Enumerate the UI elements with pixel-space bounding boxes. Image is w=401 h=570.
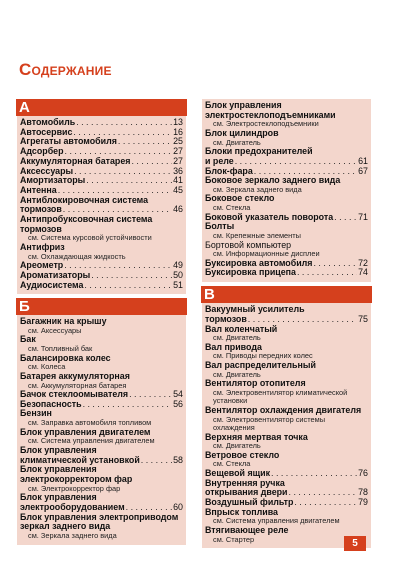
section-letter: Б (16, 298, 187, 315)
entry-title: Балансировка колес (20, 352, 111, 363)
entry-page: 36 (173, 165, 183, 176)
entry-title: Бачок стеклоомывателя (20, 389, 129, 400)
entry-page: 75 (358, 313, 368, 324)
dot-leader (235, 157, 357, 167)
entry-title: электрокорректором фар (20, 473, 133, 484)
toc-entry[interactable] (20, 215, 183, 243)
entry-page: 16 (173, 126, 183, 137)
page-number: 5 (344, 536, 366, 551)
entry-title: Блок управления (20, 444, 97, 455)
toc-entry[interactable] (205, 101, 368, 129)
entry-see-reference: см. Электровентилятор климатической установки (213, 387, 348, 406)
entry-title: Вал коленчатый (205, 323, 278, 334)
entry-title: Верхняя мертвая точка (205, 431, 308, 442)
entry-title: Болты (205, 221, 235, 232)
entry-title: Ароматизаторы (20, 269, 91, 280)
entry-title: Впрыск топлива (205, 506, 278, 517)
toc-entry[interactable] (205, 379, 368, 406)
entry-page: 54 (173, 389, 183, 400)
dot-leader (83, 400, 173, 410)
entry-see-reference: см. Стекла (213, 203, 251, 213)
dot-leader (129, 390, 172, 400)
entry-see-reference: см. Информационные дисплеи (213, 249, 320, 259)
entry-title: Бак (20, 334, 36, 345)
entry-see-reference: см. Заправка автомобиля топливом (28, 418, 152, 428)
entry-title: Воздушный фильтр (205, 497, 294, 508)
entry-title: и реле (205, 155, 234, 166)
toc-entry[interactable] (20, 335, 183, 353)
dot-leader (314, 259, 358, 269)
entry-title: Бортовой компьютер (205, 239, 292, 250)
entry-title: Блок управления (20, 492, 97, 503)
toc-entry[interactable] (20, 428, 183, 446)
entry-see-reference: см. Электровентилятор системы охлаждения (213, 414, 326, 433)
entry-title: тормозов (205, 313, 247, 324)
entry-title: Вентилятор охлаждения двигателя (205, 404, 362, 415)
entry-title: Амортизаторы (20, 175, 86, 186)
entry-page: 49 (173, 260, 183, 271)
entry-title: тормозов (20, 223, 62, 234)
entry-title: Безопасность (20, 398, 82, 409)
entry-title: Боковой указатель поворота (205, 211, 334, 222)
entry-title: Агрегаты автомобиля (20, 136, 117, 147)
entry-title: Блок-фара (205, 165, 253, 176)
dot-leader (131, 157, 172, 167)
entry-page: 61 (358, 155, 368, 166)
entry-title: Втягивающее реле (205, 524, 289, 535)
entry-page: 71 (358, 211, 368, 222)
entry-title: электрооборудованием (20, 501, 125, 512)
toc-entry[interactable] (20, 372, 183, 390)
entry-see-reference: см. Аккумуляторная батарея (28, 380, 127, 390)
toc-entry[interactable] (205, 406, 368, 433)
entry-page: 72 (358, 257, 368, 268)
toc-entry[interactable] (205, 479, 368, 498)
toc-entry[interactable] (20, 409, 183, 427)
toc-entry[interactable] (20, 354, 183, 372)
entry-see-reference: см. Колеса (28, 362, 66, 372)
toc-column-left (17, 99, 186, 549)
entry-title: электростеклоподъемниками (205, 109, 336, 120)
entry-see-reference: см. Приводы передних колес (213, 351, 313, 361)
page-title: Содержание (19, 60, 112, 79)
entry-title: Вакуумный усилитель (205, 304, 305, 315)
section-letter: А (16, 99, 187, 116)
entry-page: 78 (358, 487, 368, 498)
entry-title: Вал привода (205, 341, 262, 352)
entry-title: Ветровое стекло (205, 449, 280, 460)
dot-leader (289, 488, 358, 498)
entry-title: Аккумуляторная батарея (20, 155, 131, 166)
dot-leader (74, 167, 172, 177)
entry-page: 27 (173, 146, 183, 157)
dot-leader (334, 213, 357, 223)
entry-title: Бензин (20, 408, 52, 419)
entry-see-reference: см. Зеркала заднего вида (213, 184, 302, 194)
toc-entry[interactable] (20, 513, 183, 541)
entry-title: зеркал заднего вида (20, 521, 111, 532)
entry-see-reference: см. Двигатель (213, 369, 261, 379)
toc-entry[interactable] (20, 281, 183, 291)
entry-title: Антифриз (20, 241, 65, 252)
entry-title: Батарея аккумуляторная (20, 370, 130, 381)
entry-title: Вещевой ящик (205, 467, 271, 478)
entry-title: Блок управления электроприводом (20, 511, 179, 522)
toc-entry[interactable] (205, 222, 368, 240)
toc-entry[interactable] (20, 446, 183, 465)
dot-leader (84, 281, 172, 291)
entry-page: 74 (358, 267, 368, 278)
dot-leader (141, 456, 172, 466)
entry-page: 76 (358, 467, 368, 478)
entry-title: Вал распределительный (205, 359, 316, 370)
dot-leader (91, 271, 172, 281)
entry-title: Аксессуары (20, 165, 74, 176)
entry-title: Буксировка автомобиля (205, 257, 313, 268)
entry-title: тормозов (20, 204, 62, 215)
entry-title: Багажник на крышу (20, 316, 107, 327)
entry-see-reference: см. Аксессуары (28, 325, 82, 335)
toc-entry[interactable] (205, 129, 368, 147)
entry-title: Буксировка прицепа (205, 267, 296, 278)
entry-page: 25 (173, 136, 183, 147)
toc-entry[interactable] (205, 508, 368, 526)
letter-section (202, 286, 371, 548)
entry-see-reference: см. Электростеклоподъемники (213, 119, 319, 129)
toc-entry[interactable] (205, 147, 368, 166)
entry-see-reference: см. Двигатель (213, 333, 261, 343)
entry-see-reference: см. Система управления двигателем (213, 516, 340, 526)
entry-title: климатической установкой (20, 454, 140, 465)
entry-title: Блоки предохранителей (205, 146, 313, 157)
letter-section (202, 99, 371, 282)
entry-page: 46 (173, 204, 183, 215)
entry-page: 79 (358, 497, 368, 508)
toc-entry[interactable] (205, 361, 368, 379)
dot-leader (118, 137, 172, 147)
entry-page: 41 (173, 175, 183, 186)
entry-title: Автосервис (20, 126, 73, 137)
letter-section (17, 298, 186, 544)
entry-title: Ареометр (20, 260, 64, 271)
entry-page: 58 (173, 454, 183, 465)
entry-see-reference: см. Двигатель (213, 441, 261, 451)
entry-page: 50 (173, 269, 183, 280)
entry-page: 56 (173, 398, 183, 409)
toc-entry[interactable] (205, 451, 368, 469)
entry-see-reference: см. Система курсовой устойчивости (28, 233, 152, 243)
entry-see-reference: см. Охлаждающая жидкость (28, 251, 126, 261)
entry-title: Антенна (20, 184, 57, 195)
dot-leader (86, 176, 172, 186)
entry-title: Блок цилиндров (205, 127, 279, 138)
toc-entry[interactable] (205, 305, 368, 324)
entry-page: 67 (358, 165, 368, 176)
entry-see-reference: см. Топливный бак (28, 344, 93, 354)
entry-see-reference: см. Двигатель (213, 137, 261, 147)
entry-title: Адсорбер (20, 146, 64, 157)
entry-title: Блок управления (205, 100, 282, 110)
entry-see-reference: см. Стартер (213, 534, 255, 544)
toc-entry[interactable] (205, 176, 368, 194)
entry-title: Автомобиль (20, 117, 76, 127)
entry-title: Антипробуксовочная система (20, 214, 153, 225)
toc-entry[interactable] (205, 433, 368, 451)
toc-entry[interactable] (20, 243, 183, 261)
entry-title: Боковое стекло (205, 193, 275, 204)
toc-entry[interactable] (205, 325, 368, 343)
entry-title: Антиблокировочная система (20, 194, 149, 205)
toc-entry[interactable] (205, 268, 368, 278)
entry-see-reference: см. Крепежные элементы (213, 231, 301, 241)
entry-page: 51 (173, 279, 183, 290)
toc-entry[interactable] (20, 196, 183, 215)
letter-section (17, 99, 186, 294)
entry-page: 45 (173, 184, 183, 195)
toc-entry[interactable] (20, 317, 183, 335)
dot-leader (76, 118, 172, 128)
entry-page: 27 (173, 155, 183, 166)
dot-leader (297, 268, 357, 278)
entry-see-reference: см. Стекла (213, 459, 251, 469)
entry-title: Боковое зеркало заднего вида (205, 175, 341, 186)
entry-title: Аудиосистема (20, 279, 84, 290)
entry-see-reference: см. Система управления двигателем (28, 436, 155, 446)
toc-entry[interactable] (20, 465, 183, 493)
toc-entry[interactable] (205, 241, 368, 259)
entry-title: Вентилятор отопителя (205, 378, 306, 389)
toc-column-right (202, 99, 371, 552)
entry-title: Блок управления двигателем (20, 426, 151, 437)
toc-entry[interactable] (205, 343, 368, 361)
entry-title: открывания двери (205, 487, 288, 498)
entry-see-reference: см. Зеркала заднего вида (28, 531, 117, 540)
entry-title: Внутренняя ручка (205, 477, 285, 488)
entry-page: 60 (173, 501, 183, 512)
toc-entry[interactable] (205, 194, 368, 212)
entry-page: 13 (173, 117, 183, 127)
toc-entry[interactable] (20, 493, 183, 512)
dot-leader (294, 498, 357, 508)
entry-title: Блок управления (20, 464, 97, 475)
entry-see-reference: см. Электрокорректор фар (28, 483, 121, 493)
section-letter: В (201, 286, 372, 303)
